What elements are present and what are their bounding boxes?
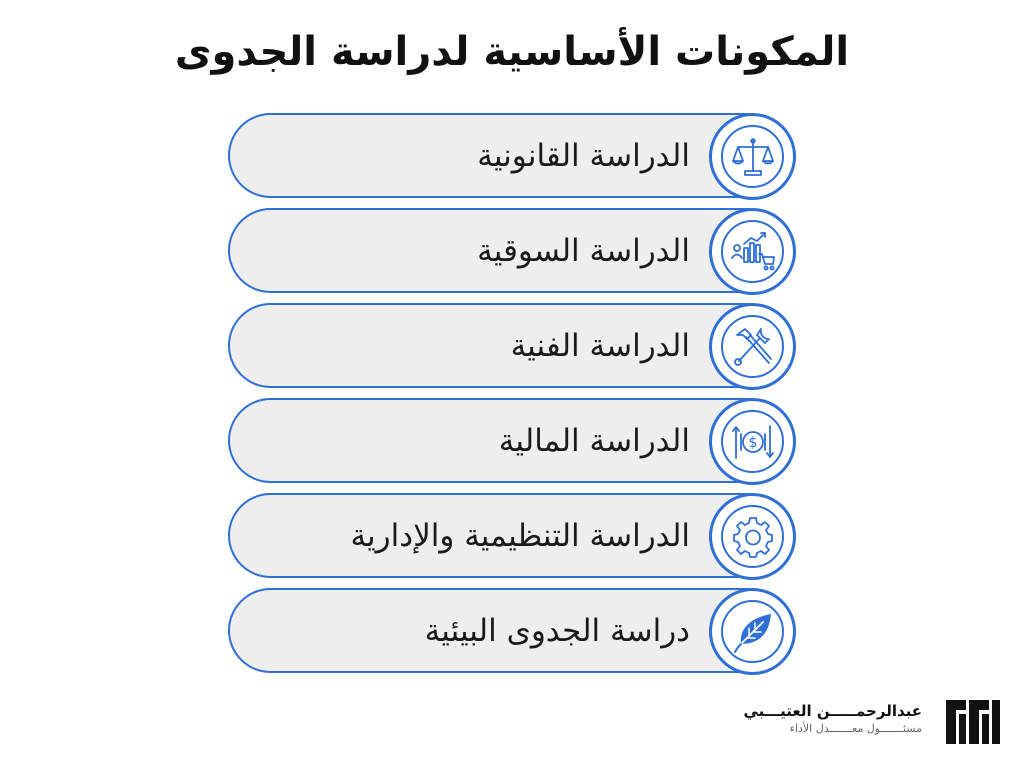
page-title: المكونات الأساسية لدراسة الجدوى — [174, 29, 850, 75]
scales-icon — [731, 135, 775, 179]
tools-icon — [731, 325, 775, 369]
item-label: الدراسة الفنية — [510, 328, 690, 364]
icon-badge — [709, 588, 796, 675]
icon-badge — [709, 113, 796, 200]
list-item — [228, 208, 796, 295]
gear-icon — [731, 515, 775, 559]
svg-text:$: $ — [748, 434, 757, 451]
icon-badge — [709, 493, 796, 580]
item-pill — [228, 303, 788, 388]
dollar-exchange-icon — [731, 420, 775, 464]
icon-badge — [709, 398, 796, 485]
list-item — [228, 493, 796, 580]
item-label: دراسة الجدوى البيئية — [424, 613, 690, 649]
icon-badge — [709, 208, 796, 295]
author-role: مسئـــــــول معـــــــدل الأداء — [789, 722, 922, 735]
author-signature — [742, 696, 1002, 748]
item-label: الدراسة التنظيمية والإدارية — [350, 518, 690, 554]
item-label: الدراسة السوقية — [477, 233, 690, 269]
list-item — [228, 303, 796, 390]
market-chart-cart-icon — [731, 230, 775, 274]
item-label: الدراسة المالية — [498, 423, 690, 459]
item-label: الدراسة القانونية — [477, 138, 690, 174]
author-name: عبدالرحمـــــن العتيـــبي — [743, 702, 922, 720]
list-item — [228, 588, 796, 675]
list-item — [228, 398, 796, 485]
leaf-icon — [731, 610, 775, 654]
icon-badge — [709, 303, 796, 390]
components-list — [228, 113, 796, 683]
list-item — [228, 113, 796, 200]
logo-icon — [944, 698, 1002, 746]
